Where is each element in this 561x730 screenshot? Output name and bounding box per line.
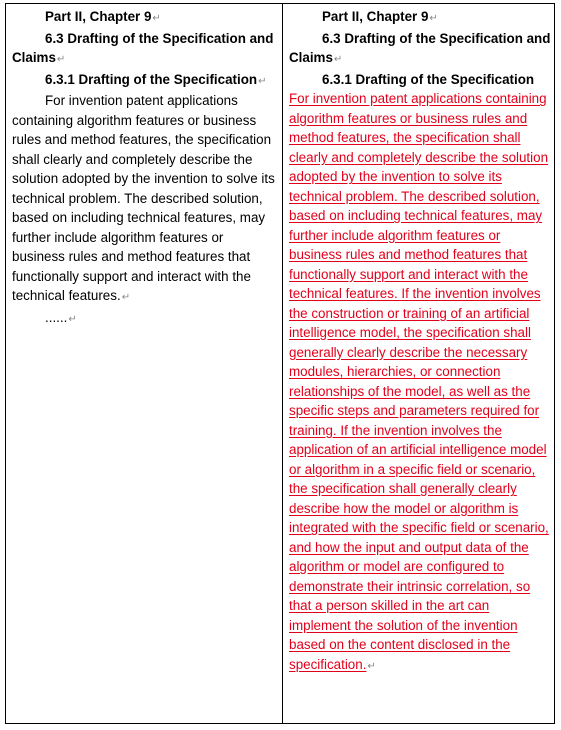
comparison-table <box>5 3 555 724</box>
part-heading: Part II, Chapter 9↵ <box>322 9 438 24</box>
revised-body-paragraph: For invention patent applications containing algorithm features or business rules and method features, the specification shall clearly and completely describe the solution adopted by the invention to solve its technical problem. The described solution, based on including technical features, may further include algorithm features or business rules and method features that functionally support and interact with the technical features. If the invention involves the construction or training of an artificial intelligence model, the specification shall generally clearly describe the necessary modules, hierarchies, or connection relationships of the model, as well as the specific steps and parameters required for training. If the invention involves the application of an artificial intelligence model or algorithm in a specific field or scenario, the specification shall generally clearly describe how the model or algorithm is integrated with the specific field or scenario, and how the input and output data of the algorithm or model are configured to demonstrate their intrinsic correlation, so that a person skilled in the art can implement the solution of the invention based on the content disclosed in the specification.↵ <box>289 91 549 672</box>
right-column <box>282 4 556 723</box>
subsection-heading: 6.3.1 Drafting of the Specification <box>322 71 535 87</box>
section-heading: 6.3 Drafting of the Specification and Claims↵ <box>289 30 551 65</box>
body-paragraph: For invention patent applications containing algorithm features or business rules and method features, the specification shall clearly and completely describe the solution adopted by the invention to solve its technical problem. The described solution, based on including technical features, may further include algorithm features or business rules and method features that functionally support and interact with the technical features.↵ <box>12 93 275 303</box>
subsection-heading: 6.3.1 Drafting of the Specification↵ <box>45 71 267 87</box>
section-heading: 6.3 Drafting of the Specification and Claims↵ <box>12 30 274 65</box>
ellipsis: ......↵ <box>45 309 77 325</box>
left-column <box>6 4 282 723</box>
part-heading: Part II, Chapter 9↵ <box>45 9 161 24</box>
